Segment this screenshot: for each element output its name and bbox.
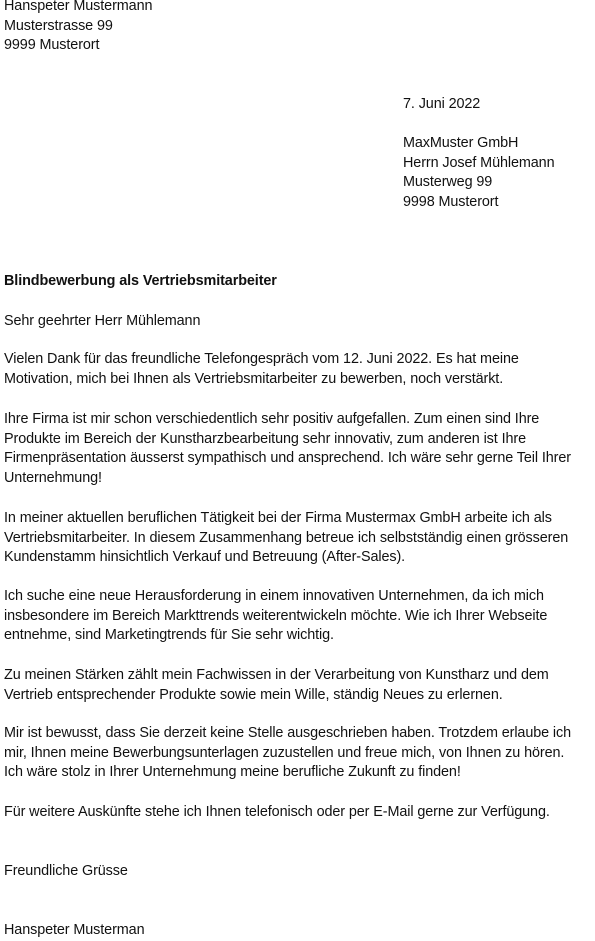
paragraph-line: Für weitere Auskünfte stehe ich Ihnen telefonisch oder per E-Mail gerne zur Verfügung. <box>4 804 550 820</box>
paragraph-line: Vertriebsmitarbeiter. In diesem Zusammenhang betreue ich selbstständig einen grösseren <box>4 529 569 546</box>
body-paragraph-2 <box>4 410 592 488</box>
paragraph-line: Zu meinen Stärken zählt mein Fachwissen in der Verarbeitung von Kunstharz und dem <box>4 667 549 683</box>
recipient-street: Musterweg 99 <box>403 174 493 191</box>
closing-text: Freundliche Grüsse <box>4 863 128 879</box>
recipient-address <box>403 134 593 212</box>
letter-subject <box>4 272 592 292</box>
body-paragraph-7 <box>4 803 592 823</box>
date-text: 7. Juni 2022 <box>403 96 481 112</box>
paragraph-line: Ihre Firma ist mir schon verschiedentlich sehr positiv aufgefallen. Zum einen sind Ihre <box>4 411 540 427</box>
paragraph-line: Firmenpräsentation äusserst sympathisch und ansprechend. Ich wäre sehr gerne Teil Ihrer <box>4 450 571 467</box>
paragraph-line: Vielen Dank für das freundliche Telefongespräch vom 12. Juni 2022. Es hat meine <box>4 351 519 367</box>
paragraph-line: Ich suche eine neue Herausforderung in einem innovativen Unternehmen, da ich mich <box>4 588 544 604</box>
subject-text: Blindbewerbung als Vertriebsmitarbeiter <box>4 273 277 289</box>
letter-salutation <box>4 312 592 332</box>
sender-name: Hanspeter Mustermann <box>4 0 153 14</box>
signature-name: Hanspeter Musterman <box>4 922 145 938</box>
body-paragraph-3 <box>4 509 592 568</box>
recipient-person: Herrn Josef Mühlemann <box>403 154 555 171</box>
paragraph-line: Ich wäre stolz in Ihrer Unternehmung meine berufliche Zukunft zu finden! <box>4 764 461 781</box>
paragraph-line: In meiner aktuellen beruflichen Tätigkeit bei der Firma Mustermax GmbH arbeite ich als <box>4 510 552 526</box>
body-paragraph-1 <box>4 350 592 389</box>
body-paragraph-5 <box>4 666 592 705</box>
paragraph-line: entnehme, sind Marketingtrends für Sie sehr wichtig. <box>4 627 334 644</box>
body-paragraph-4 <box>4 587 592 646</box>
recipient-company: MaxMuster GmbH <box>403 135 519 151</box>
sender-address <box>4 0 592 56</box>
paragraph-line: Produkte im Bereich der Kunstharzbearbeitung sehr innovativ, zum anderen ist Ihre <box>4 430 526 447</box>
sender-city: 9999 Musterort <box>4 37 100 54</box>
paragraph-line: Vertrieb entsprechender Produkte sowie mein Wille, ständig Neues zu erlernen. <box>4 686 503 703</box>
recipient-city: 9998 Musterort <box>403 193 499 210</box>
body-paragraph-6 <box>4 724 592 783</box>
paragraph-line: Motivation, mich bei Ihnen als Vertriebsmitarbeiter zu bewerben, noch verstärkt. <box>4 370 504 387</box>
paragraph-line: Mir ist bewusst, dass Sie derzeit keine Stelle ausgeschrieben haben. Trotzdem erlaube ich <box>4 725 572 741</box>
letter-closing <box>4 862 592 882</box>
salutation-text: Sehr geehrter Herr Mühlemann <box>4 313 201 329</box>
letter-date <box>403 95 593 115</box>
paragraph-line: Unternehmung! <box>4 469 102 486</box>
paragraph-line: Kundenstamm hinsichtlich Verkauf und Betreuung (After-Sales). <box>4 549 406 566</box>
sender-street: Musterstrasse 99 <box>4 17 113 34</box>
paragraph-line: insbesondere im Bereich Markttrends weiterentwickeln möchte. Wie ich Ihrer Webseite <box>4 607 548 624</box>
paragraph-line: mir, Ihnen meine Bewerbungsunterlagen zuzustellen und freue mich, von Ihnen zu hören. <box>4 744 565 761</box>
letter-signature <box>4 921 592 941</box>
